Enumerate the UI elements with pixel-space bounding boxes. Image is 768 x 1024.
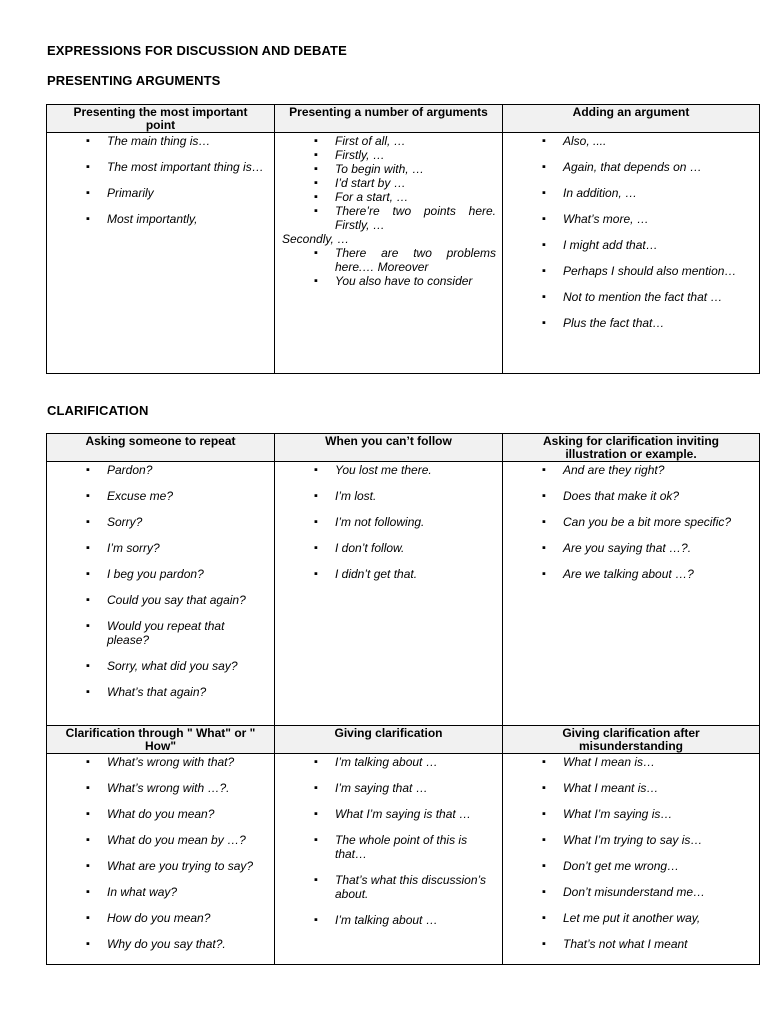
expression-item: ▪ In addition, …: [503, 186, 759, 200]
column-header: Clarification through " What" or " How": [47, 726, 275, 754]
expression-item: ▪ You also have to consider: [275, 274, 502, 288]
table-cell: [275, 754, 503, 965]
expression-item: ▪ What’s wrong with …?.: [47, 781, 274, 795]
column-header: Presenting the most important point: [47, 105, 275, 133]
expression-item: ▪ Could you say that again?: [47, 593, 274, 607]
section-heading-clarification: CLARIFICATION: [47, 403, 149, 418]
expression-item: ▪ The main thing is…: [47, 134, 274, 148]
expression-item: ▪ Excuse me?: [47, 489, 274, 503]
table-cell: [47, 754, 275, 965]
expression-item: ▪ What I’m trying to say is…: [503, 833, 759, 847]
table-cell: [503, 133, 760, 374]
expression-item: ▪ I beg you pardon?: [47, 567, 274, 581]
expression-item: ▪ Also, ....: [503, 134, 759, 148]
expression-item: ▪ Why do you say that?.: [47, 937, 274, 951]
expression-item: ▪ That’s what this discussion’s about.: [275, 873, 502, 901]
expression-item: ▪ Firstly, …: [275, 148, 502, 162]
expression-item: ▪ What do you mean?: [47, 807, 274, 821]
expression-item: ▪ What’s wrong with that?: [47, 755, 274, 769]
expression-item: ▪ And are they right?: [503, 463, 759, 477]
expression-list: [47, 463, 274, 699]
document-title: EXPRESSIONS FOR DISCUSSION AND DEBATE: [47, 43, 347, 58]
expression-item: ▪ I’m sorry?: [47, 541, 274, 555]
expression-item: ▪ I’m talking about …: [275, 755, 502, 769]
expression-item: ▪ In what way?: [47, 885, 274, 899]
table-cell: [503, 462, 760, 726]
expression-list: [275, 463, 502, 581]
expression-item: ▪ I don’t follow.: [275, 541, 502, 555]
expression-list: [47, 134, 274, 226]
expression-item: ▪ Pardon?: [47, 463, 274, 477]
expression-item: ▪ What I meant is…: [503, 781, 759, 795]
expression-item: ▪ I’m not following.: [275, 515, 502, 529]
expression-item: ▪ Don’t get me wrong…: [503, 859, 759, 873]
expression-item: ▪ Are we talking about …?: [503, 567, 759, 581]
expression-item: ▪ Can you be a bit more specific?: [503, 515, 759, 529]
expression-item: ▪ Are you saying that …?.: [503, 541, 759, 555]
expression-list: [503, 134, 759, 330]
table-cell: [275, 133, 503, 374]
expression-item: ▪ I might add that…: [503, 238, 759, 252]
expression-item: ▪ The most important thing is…: [47, 160, 274, 174]
expression-item: ▪ How do you mean?: [47, 911, 274, 925]
expression-item: ▪ For a start, …: [275, 190, 502, 204]
expression-item: ▪ Sorry?: [47, 515, 274, 529]
expression-item: ▪ I didn’t get that.: [275, 567, 502, 581]
expression-item: ▪ Most importantly,: [47, 212, 274, 226]
expression-item: ▪ Primarily: [47, 186, 274, 200]
expression-item: ▪ Plus the fact that…: [503, 316, 759, 330]
expression-item: ▪ Not to mention the fact that …: [503, 290, 759, 304]
column-header: When you can’t follow: [275, 434, 503, 462]
expression-list: [503, 755, 759, 951]
expression-item: ▪ What are you trying to say?: [47, 859, 274, 873]
column-header: Presenting a number of arguments: [275, 105, 503, 133]
expression-item: ▪ I’d start by …: [275, 176, 502, 190]
expression-list: [275, 755, 502, 927]
expression-list: [275, 246, 502, 288]
expression-item: ▪ There’re two points here. Firstly, …: [275, 204, 502, 232]
expression-item: ▪ Don’t misunderstand me…: [503, 885, 759, 899]
table-cell: [503, 754, 760, 965]
expression-item: ▪ I’m lost.: [275, 489, 502, 503]
expression-item: ▪ I’m saying that …: [275, 781, 502, 795]
expression-item: ▪ That’s not what I meant: [503, 937, 759, 951]
table-cell: [47, 133, 275, 374]
section-heading-presenting-arguments: PRESENTING ARGUMENTS: [47, 73, 221, 88]
expression-item: ▪ To begin with, …: [275, 162, 502, 176]
expression-list: [47, 755, 274, 951]
column-header: Adding an argument: [503, 105, 760, 133]
table-cell: [275, 462, 503, 726]
expression-item: ▪ First of all, …: [275, 134, 502, 148]
column-header: Giving clarification: [275, 726, 503, 754]
expression-item: ▪ What do you mean by …?: [47, 833, 274, 847]
expression-item: ▪ Again, that depends on …: [503, 160, 759, 174]
expression-item: ▪ You lost me there.: [275, 463, 502, 477]
expression-item: ▪ What I’m saying is that …: [275, 807, 502, 821]
expression-item: ▪ Would you repeat that please?: [47, 619, 274, 647]
expression-item: ▪ Perhaps I should also mention…: [503, 264, 759, 278]
clarification-table: [46, 433, 760, 965]
expression-item: ▪ Sorry, what did you say?: [47, 659, 274, 673]
expression-item: ▪ The whole point of this is that…: [275, 833, 502, 861]
expression-item: ▪ Let me put it another way,: [503, 911, 759, 925]
expression-list: [503, 463, 759, 581]
expression-item: ▪ What’s more, …: [503, 212, 759, 226]
column-header: Asking for clarification inviting illustration or example.: [503, 434, 760, 462]
plain-expression: Secondly, …: [282, 232, 350, 246]
presenting-arguments-table: [46, 104, 760, 374]
expression-item: ▪ I’m talking about …: [275, 913, 502, 927]
expression-item: ▪ What I mean is…: [503, 755, 759, 769]
expression-item: ▪ Does that make it ok?: [503, 489, 759, 503]
expression-item: ▪ What I’m saying is…: [503, 807, 759, 821]
table-cell: [47, 462, 275, 726]
expression-item: ▪ What’s that again?: [47, 685, 274, 699]
expression-item: ▪ There are two problems here.… Moreover: [275, 246, 502, 274]
column-header: Asking someone to repeat: [47, 434, 275, 462]
expression-list: [275, 134, 502, 232]
column-header: Giving clarification after misunderstanding: [503, 726, 760, 754]
